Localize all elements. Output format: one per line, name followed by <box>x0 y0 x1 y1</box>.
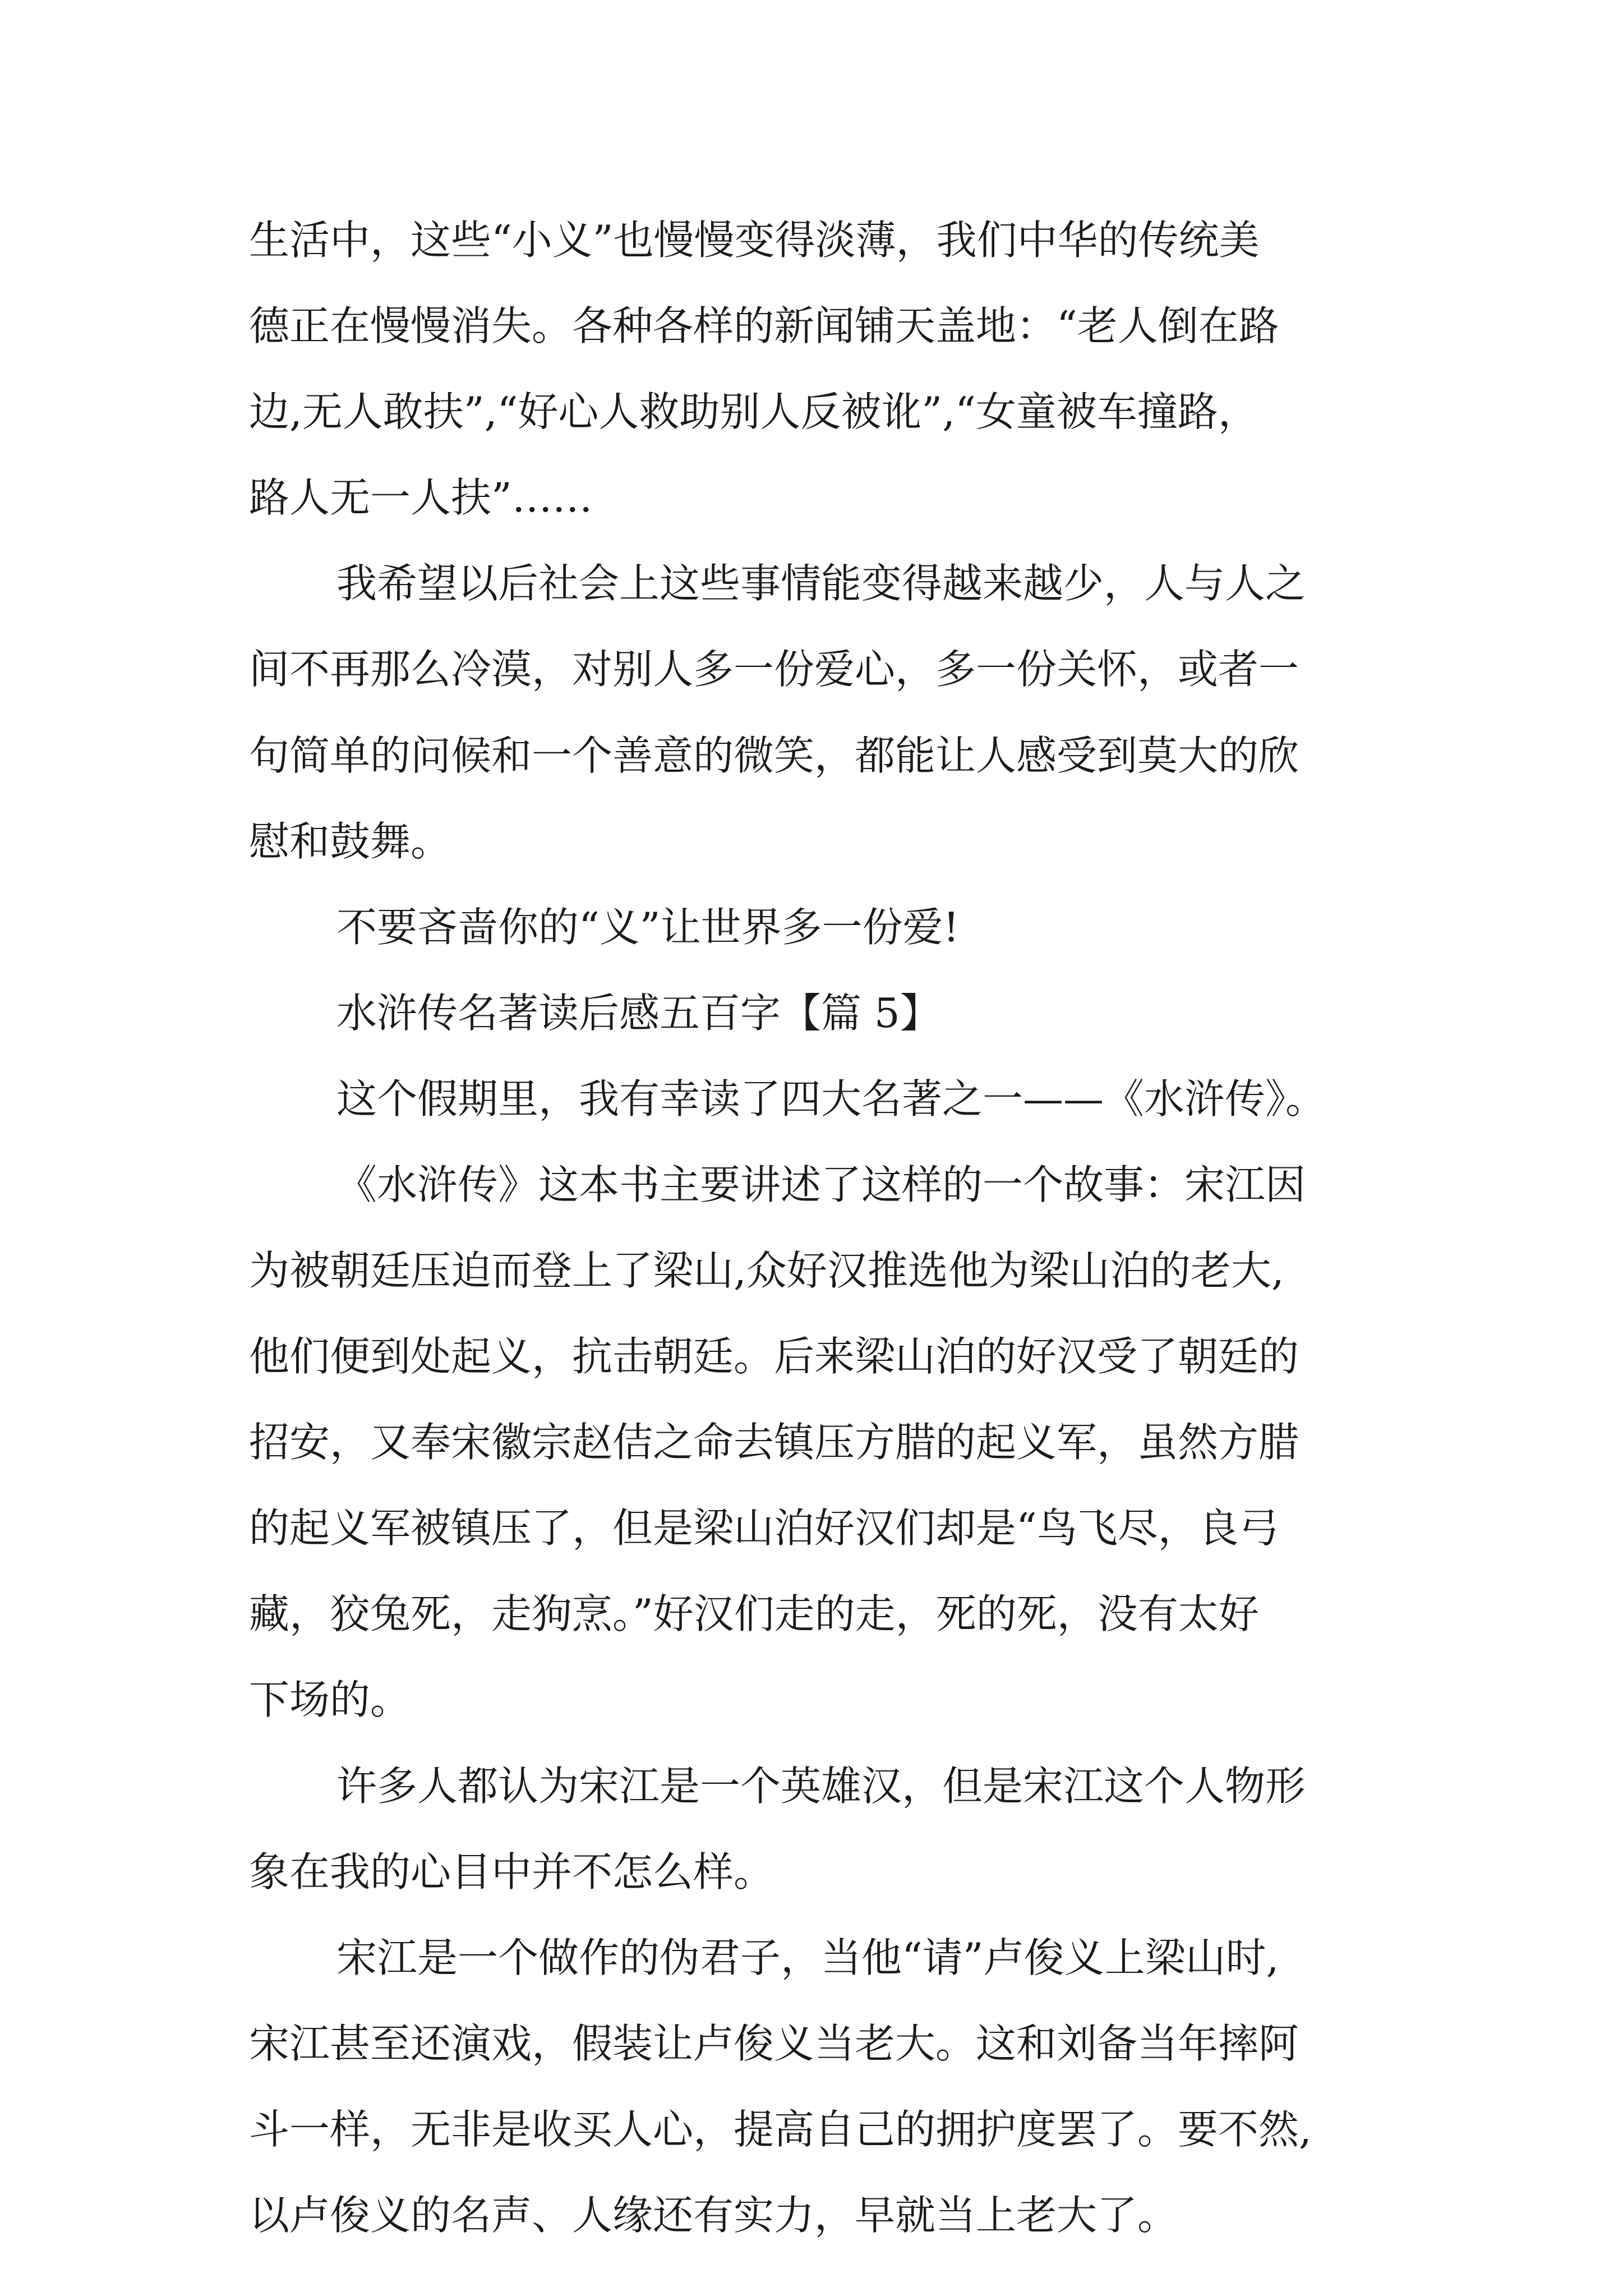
text-line: 藏，狡兔死，走狗烹。”好汉们走的走，死的死，没有太好 <box>249 1590 1259 1637</box>
text-line: 斗一样，无非是收买人心，提高自己的拥护度罢了。要不然, <box>249 2106 1312 2153</box>
text-line: 他们便到处起义，抗击朝廷。后来梁山泊的好汉受了朝廷的 <box>249 1333 1299 1380</box>
text-line: 下场的。 <box>249 1676 411 1723</box>
text-line: 宋江甚至还演戏，假装让卢俊义当老大。这和刘备当年摔阿 <box>249 2020 1299 2067</box>
text-line: 《水浒传》这本书主要讲述了这样的一个故事：宋江因 <box>336 1161 1306 1208</box>
text-line: 不要吝啬你的“义”让世界多一份爱! <box>336 904 960 951</box>
text-line: 间不再那么冷漠，对别人多一份爱心，多一份关怀，或者一 <box>249 646 1299 693</box>
text-line: 路人无一人扶”…… <box>249 474 593 521</box>
text-line: 边,无人敢扶”,“好心人救助别人反被讹”,“女童被车撞路， <box>249 388 1258 435</box>
text-line: 句简单的问候和一个善意的微笑，都能让人感受到莫大的欣 <box>249 732 1299 779</box>
text-line: 为被朝廷压迫而登上了梁山,众好汉推选他为梁山泊的老大, <box>249 1247 1284 1294</box>
text-line: 宋江是一个做作的伪君子，当他“请”卢俊义上梁山时, <box>336 1934 1279 1981</box>
text-line: 招安，又奉宋徽宗赵佶之命去镇压方腊的起义军，虽然方腊 <box>249 1419 1299 1466</box>
text-line: 许多人都认为宋江是一个英雄汉，但是宋江这个人物形 <box>336 1763 1306 1810</box>
text-line: 的起义军被镇压了，但是梁山泊好汉们却是“鸟飞尽，良弓 <box>249 1504 1279 1552</box>
text-line: 生活中，这些“小义”也慢慢变得淡薄，我们中华的传统美 <box>249 217 1260 264</box>
text-line: 这个假期里，我有幸读了四大名著之一——《水浒传》。 <box>336 1075 1326 1122</box>
text-line: 象在我的心目中并不怎么样。 <box>249 1848 774 1895</box>
text-line: 以卢俊义的名声、人缘还有实力，早就当上老大了。 <box>249 2192 1178 2239</box>
text-line: 慰和鼓舞。 <box>249 818 451 865</box>
section-heading: 水浒传名著读后感五百字【篇 5】 <box>336 990 940 1037</box>
text-line: 德正在慢慢消失。各种各样的新闻铺天盖地：“老人倒在路 <box>249 302 1279 349</box>
text-line: 我希望以后社会上这些事情能变得越来越少，人与人之 <box>336 560 1306 607</box>
